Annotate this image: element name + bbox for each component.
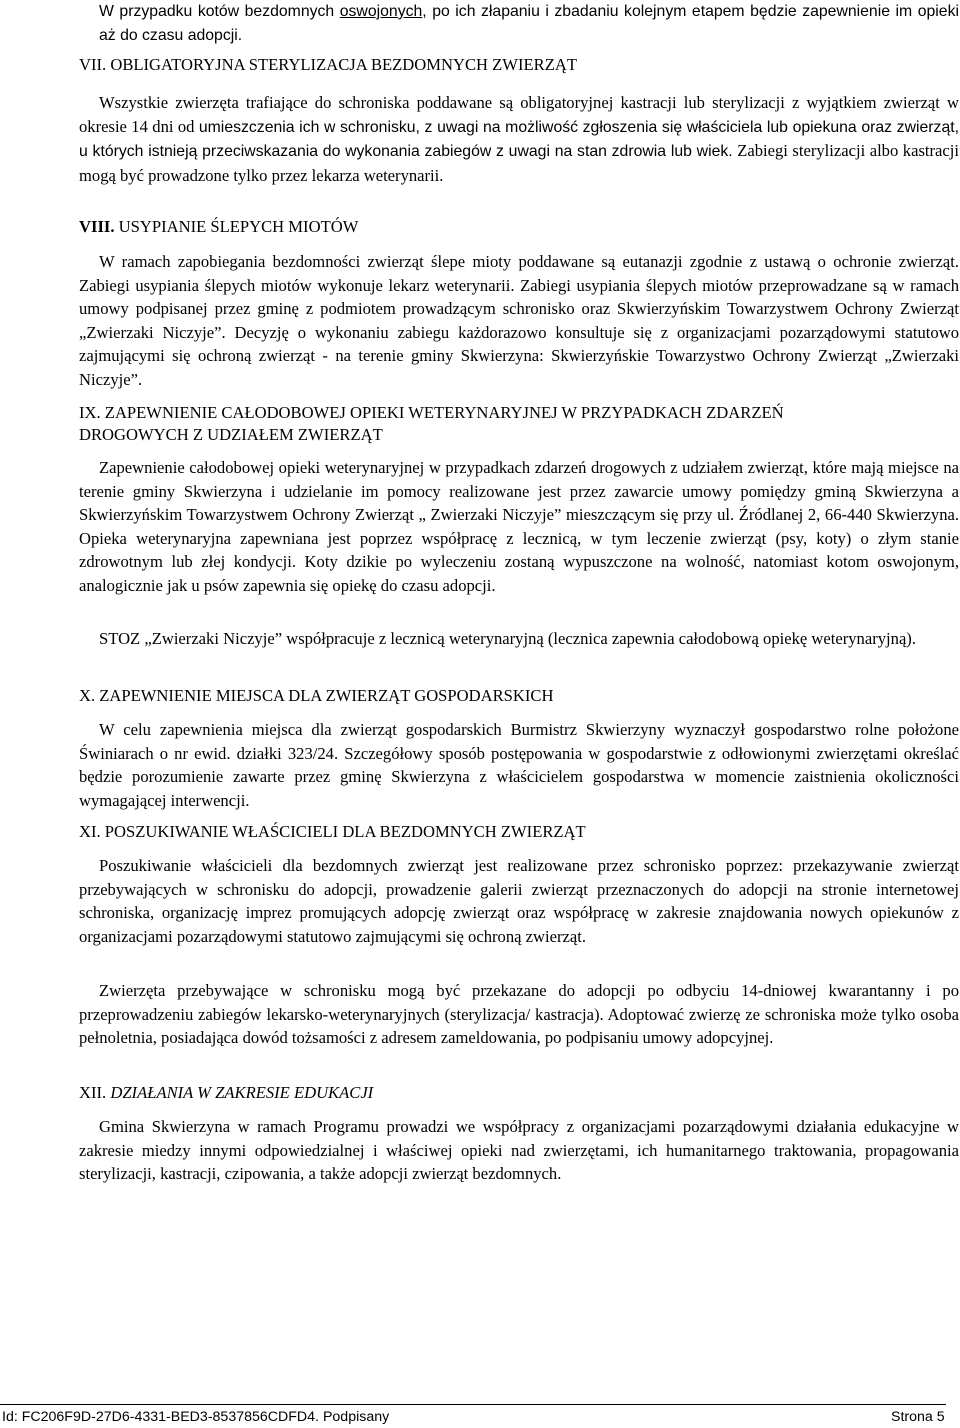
- section-ix-heading-line1: IX. ZAPEWNIENIE CAŁODOBOWEJ OPIEKI WETERYNARYJNEJ W PRZYPADKACH ZDARZEŃ: [79, 403, 784, 422]
- section-xii-heading: [79, 1081, 373, 1105]
- section-vii-text-serif: Wszystkie zwierzęta trafiające do schroniska poddawane są obligatoryjnej kastracji lub sterylizacji z wyjątkiem zwierząt w okresie 14 dni od: [79, 93, 959, 136]
- section-xi-text-1: Poszukiwanie właścicieli dla bezdomnych zwierząt jest realizowane przez schronisko poprzez: przekazywanie zwierząt przebywających w schronisku do adopcji, prowadzenie galerii zwierząt przeznaczonych do adopcji na stronie internetowej schroniska, organizację imprez promujących adopcję zwierząt oraz współpracę w zakresie znajdowania nowych opiekunów z organizacjami pozarządowymi statutowo zajmującymi się ochroną zwierząt.: [79, 856, 959, 946]
- section-xi-text-2: Zwierzęta przebywające w schronisku mogą być przekazane do adopcji po odbyciu 14-dniowej kwarantanny i po przeprowadzeniu zabiegów lekarsko-weterynaryjnych (sterylizacja/ kastracja). Adoptować zwierzę ze schroniska może tylko osoba pełnoletnia, posiadająca dowód tożsamości z adresem zameldowania, po podpisaniu umowy adopcyjnej.: [79, 981, 959, 1047]
- section-xii-text: Gmina Skwierzyna w ramach Programu prowadzi we współpracy z organizacjami pozarządowymi działania edukacyjne w zakresie miedzy innymi odpowiedzialnej i właściwej opieki nad zwierzętami, ich humanitarnego traktowania, propagowania sterylizacji, kastracji, czipowania, a także adopcji zwierząt bezdomnych.: [79, 1117, 959, 1183]
- section-xi-paragraph-2: [79, 979, 959, 1050]
- section-ix-text-1: Zapewnienie całodobowej opieki weterynaryjnej w przypadkach zdarzeń drogowych z udziałem zwierząt, które mają miejsce na terenie gminy Skwierzyna i udzielanie im pomocy realizowane jest przez zawarcie umowy pomiędzy gminą Skwierzyna a Skwierzyńskim Towarzystwem Ochrony Zwierząt „ Zwierzaki Niczyje” mieszczącym się przy ul. Źródlanej 2, 66-440 Skwierzyna. Opieka weterynaryjna zapewniana jest poprzez współpracę z lecznicą, w tym leczenie zwierząt (psy, koty) o złym stanie zdrowotnym lub złej kondycji. Koty dzikie po wyleczeniu zostaną wypuszczone na wolność, natomiast kotom oswojonym, analogicznie jak u psów zapewnia się opiekę do czasu adopcji.: [79, 458, 959, 595]
- footer-page-number: Strona 5: [891, 1409, 945, 1425]
- section-xii-heading-number: XII.: [79, 1083, 111, 1102]
- section-xii-heading-text: DZIAŁANIA W ZAKRESIE EDUKACJI: [110, 1083, 374, 1102]
- intro-underlined-word: oswojonych: [339, 3, 423, 20]
- intro-text-end: , po ich złapaniu i zbadaniu kolejnym etapem będzie zapewnienie im opieki aż do czasu adopcji.: [99, 3, 960, 44]
- section-viii-heading-text: USYPIANIE ŚLEPYCH MIOTÓW: [114, 217, 359, 236]
- section-x-heading: X. ZAPEWNIENIE MIEJSCA DLA ZWIERZĄT GOSPODARSKICH: [79, 686, 554, 705]
- section-viii-text: W ramach zapobiegania bezdomności zwierząt ślepe mioty poddawane są eutanazji zgodnie z ustawą o ochronie zwierząt. Zabiegi usypiania ślepych miotów wykonuje lekarz weterynarii. Zabiegi usypiania ślepych miotów przeprowadzane są w ramach umowy podpisanej przez gminę z podmiotem prowadzącym schronisko oraz Skwierzyńskim Towarzystwem Ochrony Zwierząt „Zwierzaki Niczyje”. Decyzję o wykonaniu zabiegu każdorazowo konsultuje się z organizacjami pozarządowymi statutowo zajmującymi się ochroną zwierząt - na terenie gminy Skwierzyna: Skwierzyńskie Towarzystwo Ochrony Zwierząt „Zwierzaki Niczyje”.: [79, 252, 959, 389]
- section-ix-paragraph-2: [79, 627, 959, 651]
- section-vii-heading: VII. OBLIGATORYJNA STERYLIZACJA BEZDOMNYCH ZWIERZĄT: [79, 55, 577, 74]
- footer-rule: [0, 1404, 946, 1405]
- section-vii-paragraph: [79, 91, 959, 187]
- intro-paragraph: [99, 0, 959, 47]
- footer-document-id: Id: FC206F9D-27D6-4331-BED3-8537856CDFD4. Podpisany: [2, 1409, 390, 1425]
- section-ix-heading-line2: DROGOWYCH Z UDZIAŁEM ZWIERZĄT: [79, 425, 383, 444]
- section-x-text: W celu zapewnienia miejsca dla zwierząt gospodarskich Burmistrz Skwierzyny wyznaczył gospodarstwo rolne położone Świniarach o nr ewid. działki 323/24. Szczegółowy sposób postępowania w gospodarstwie z odłowionymi zwierzętami określać będzie porozumienie zawarte przez gminę Skwierzyna z właścicielem gospodarstwa w momencie zaistnienia okoliczności wymagającej interwencji.: [79, 720, 959, 810]
- section-viii-heading: [79, 215, 358, 239]
- intro-text-start: W przypadku kotów bezdomnych: [99, 3, 340, 20]
- section-vii-text-end: Zabiegi sterylizacji albo kastracji mogą być prowadzone tylko przez lekarza weterynarii.: [79, 141, 960, 185]
- section-vii-text-sans: umieszczenia ich w schronisku, z uwagi na możliwość zgłoszenia się właściciela lub opiekuna oraz zwierząt, u których istnieją przeciwskazania do wykonania zabiegów z uwagi na stan zdrowia lub wiek.: [79, 118, 960, 160]
- section-xii-paragraph: [79, 1115, 959, 1186]
- section-xi-heading: XI. POSZUKIWANIE WŁAŚCICIELI DLA BEZDOMNYCH ZWIERZĄT: [79, 822, 586, 841]
- section-xi-paragraph-1: [79, 854, 959, 948]
- section-ix-paragraph-1: [79, 456, 959, 597]
- section-viii-heading-number: VIII.: [79, 217, 115, 236]
- section-x-paragraph: [79, 718, 959, 812]
- section-ix-text-2: STOZ „Zwierzaki Niczyje” współpracuje z lecznicą weterynaryjną (lecznica zapewnia całodobową opiekę weterynaryjną).: [99, 629, 916, 648]
- section-viii-paragraph: [79, 250, 959, 391]
